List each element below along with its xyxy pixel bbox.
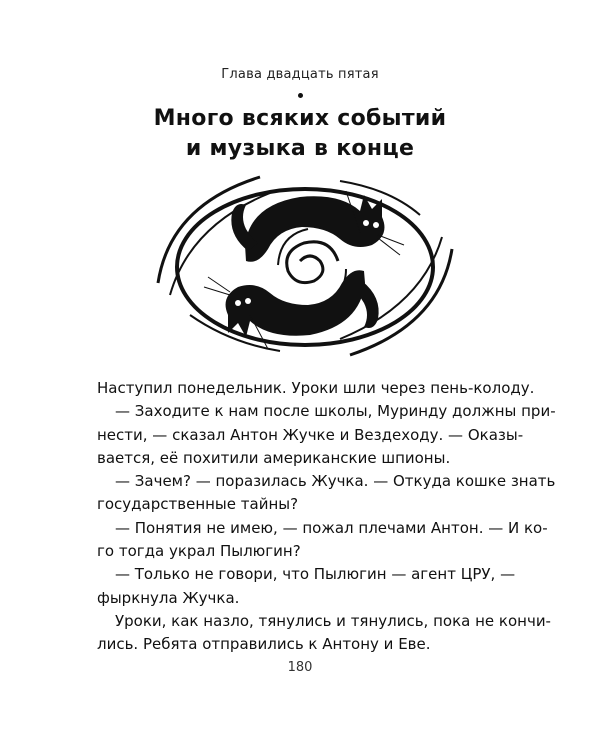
text-line-11: Уроки, как назло, тянулись и тянулись, пока не кончи- (115, 611, 551, 630)
text-line-2: — Заходите к нам после школы, Муринду должны при- (115, 402, 556, 421)
two-cats-illustration-icon (150, 165, 460, 365)
text-line-8: го тогда украл Пылюгин? (97, 542, 301, 561)
text-line-5: — Зачем? — поразилась Жучка. — Откуда кошке знать (115, 472, 556, 491)
chapter-title (0, 104, 600, 164)
chapter-dot-ornament (298, 93, 303, 98)
text-line-6: государственные тайны? (97, 495, 299, 514)
chapter-title-line-2: и музыка в конце (185, 136, 415, 161)
text-line-3: нести, — сказал Антон Жучке и Вездеходу. — Оказы- (97, 425, 524, 444)
text-line-12: лись. Ребята отправились к Антону и Еве. (97, 635, 431, 654)
text-line-10: фыркнула Жучка. (97, 588, 240, 607)
chapter-label: Глава двадцать пятая (221, 67, 379, 82)
text-line-4: вается, её похитили американские шпионы. (97, 448, 451, 467)
text-line-1: Наступил понедельник. Уроки шли через пень-колоду. (97, 379, 535, 397)
chapter-title-line-1: Много всяких событий (153, 106, 447, 131)
chapter-body-text (97, 377, 556, 657)
text-line-7: — Понятия не имею, — пожал плечами Антон. — И ко- (115, 518, 548, 537)
text-line-9: — Только не говори, что Пылюгин — агент ЦРУ, — (115, 565, 516, 584)
page-number: 180 (287, 660, 313, 675)
